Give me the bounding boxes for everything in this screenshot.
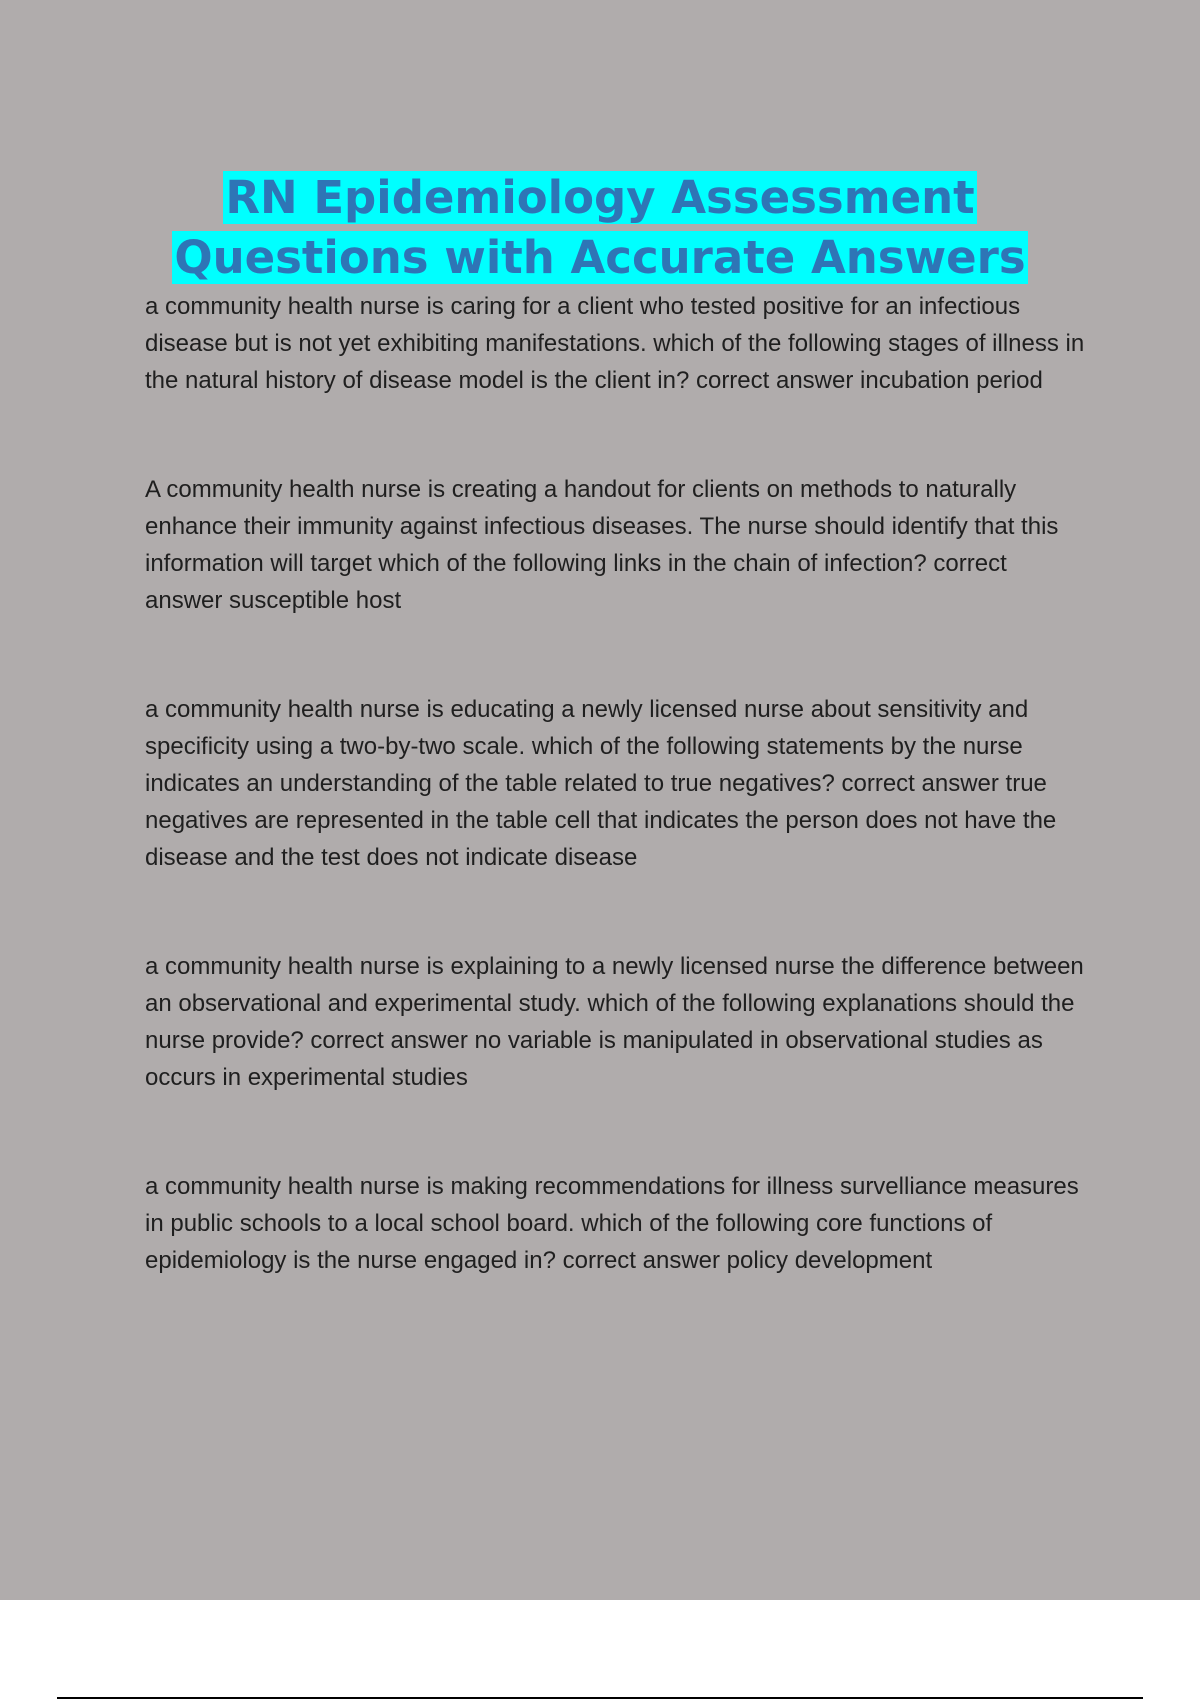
footer-divider	[57, 1697, 1143, 1699]
question-answer-2: A community health nurse is creating a handout for clients on methods to naturally enhance their immunity against infectious diseases. The nurse should identify that this information will target which of the following links in the chain of infection? correct answer susceptible host	[145, 476, 1059, 614]
document-title-line-2: Questions with Accurate Answers	[174, 231, 1026, 284]
question-list	[145, 288, 1085, 1351]
question-answer-5: a community health nurse is making recommendations for illness survelliance measures in public schools to a local school board. which of the following core functions of epidemiology is the nurse engaged in? correct answer policy development	[145, 1173, 1079, 1274]
document-title	[0, 168, 1200, 288]
question-answer-4: a community health nurse is explaining to a newly licensed nurse the difference between an observational and experimental study. which of the following explanations should the nurse provide? correct answer no variable is manipulated in observational studies as occurs in experimental studies	[145, 953, 1084, 1091]
question-answer-3: a community health nurse is educating a newly licensed nurse about sensitivity and specificity using a two-by-two scale. which of the following statements by the nurse indicates an understanding of the table related to true negatives? correct answer true negatives are represented in the table cell that indicates the person does not have the disease and the test does not indicate disease	[145, 696, 1057, 871]
question-answer-1: a community health nurse is caring for a client who tested positive for an infectious disease but is not yet exhibiting manifestations. which of the following stages of illness in the natural history of disease model is the client in? correct answer incubation period	[145, 293, 1085, 394]
document-title-line-1: RN Epidemiology Assessment	[225, 171, 975, 224]
